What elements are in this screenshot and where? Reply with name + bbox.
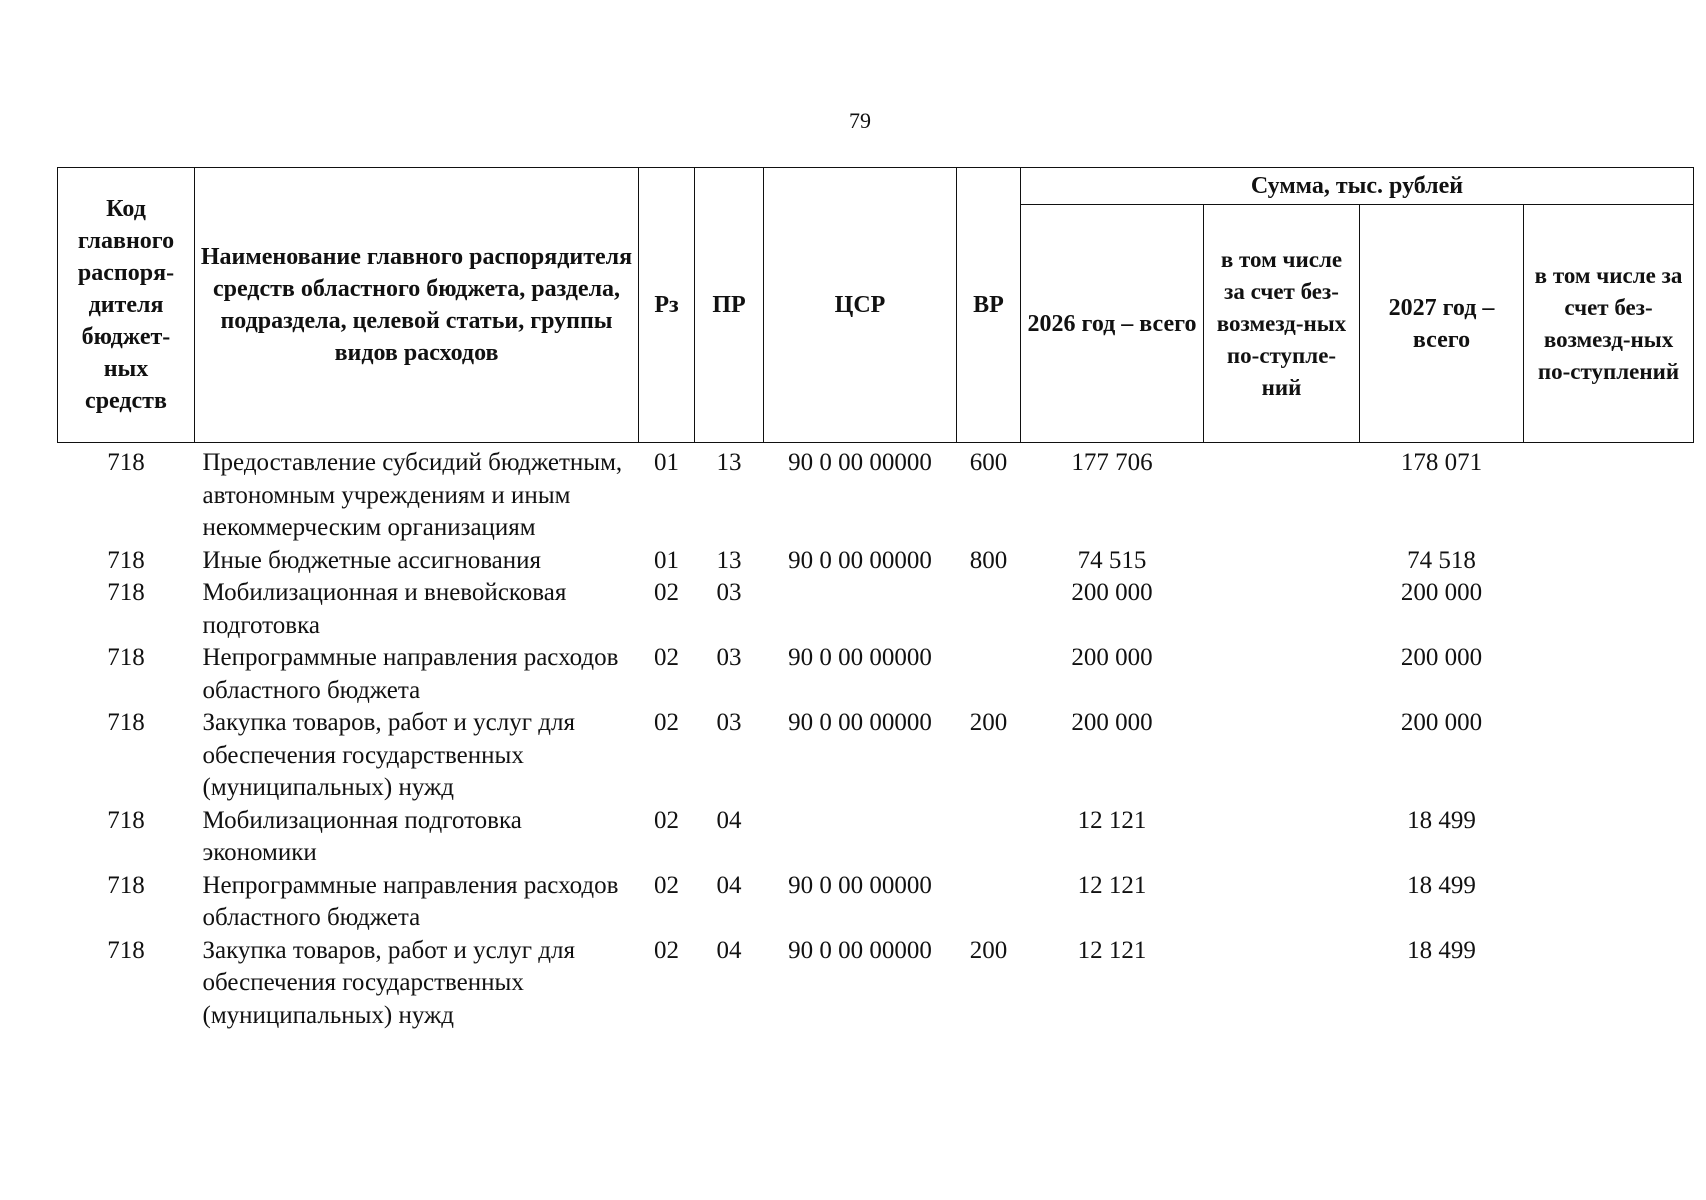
table-row: [58, 805, 1694, 870]
cell-2026-grants: [1204, 545, 1360, 578]
cell-2027-total: 18 499: [1407, 936, 1476, 964]
cell-code: 718: [107, 449, 145, 476]
cell-vr: 600: [969, 449, 1008, 476]
cell-rz: 02: [654, 709, 679, 736]
table-row: [58, 707, 1694, 805]
cell-2026-grants: [1204, 443, 1360, 545]
cell-2027-total: 178 071: [1400, 449, 1483, 476]
cell-vr: [957, 870, 1021, 935]
cell-2027-grants: [1524, 577, 1694, 642]
cell-pr: 13: [716, 449, 742, 476]
cell-2026-grants: [1204, 935, 1360, 1033]
cell-csr: [764, 805, 957, 870]
cell-2027-grants: [1524, 443, 1694, 545]
cell-code: 718: [107, 546, 145, 574]
cell-2026-total: 12 121: [1077, 936, 1147, 964]
cell-2027-grants: [1524, 707, 1694, 805]
cell-code: 718: [107, 579, 145, 606]
cell-2026-grants: [1204, 805, 1360, 870]
cell-2026-grants: [1204, 577, 1360, 642]
cell-code: 718: [107, 644, 145, 671]
cell-code: 718: [107, 709, 145, 736]
cell-vr: [957, 577, 1021, 642]
cell-vr: 200: [969, 936, 1008, 964]
cell-name: Непрограммные направления расходов областного бюджета: [202, 644, 619, 704]
cell-2027-total: 200 000: [1400, 579, 1483, 606]
cell-2027-total: 18 499: [1407, 806, 1476, 834]
cell-code: 718: [107, 936, 145, 964]
cell-csr: 90 0 00 00000: [788, 936, 932, 964]
header-csr: ЦСР: [764, 168, 957, 443]
cell-csr: 90 0 00 00000: [788, 709, 932, 736]
header-code: Код главного распоря-дителя бюджет-ных средств: [58, 168, 195, 443]
cell-csr: 90 0 00 00000: [788, 644, 932, 671]
cell-2027-grants: [1524, 545, 1694, 578]
cell-rz: 02: [654, 579, 679, 606]
cell-pr: 04: [716, 806, 742, 834]
budget-table: [57, 167, 1694, 1032]
cell-2026-grants: [1204, 870, 1360, 935]
cell-code: 718: [107, 806, 145, 834]
cell-2026-total: 200 000: [1071, 579, 1153, 606]
table-row: [58, 935, 1694, 1033]
cell-vr: 800: [969, 546, 1008, 574]
table-header: [58, 168, 1694, 443]
cell-2027-total: 18 499: [1407, 871, 1476, 899]
header-pr: ПР: [695, 168, 764, 443]
cell-name: Мобилизационная подготовка экономики: [202, 806, 522, 866]
cell-2027-grants: [1524, 805, 1694, 870]
cell-rz: 01: [654, 546, 679, 574]
cell-2026-total: 74 515: [1077, 546, 1147, 574]
table-row: [58, 577, 1694, 642]
cell-2027-total: 200 000: [1400, 644, 1483, 671]
header-sum: Сумма, тыс. рублей: [1021, 168, 1694, 205]
header-2027-grants: в том числе за счет без-возмезд-ных по-ступлений: [1524, 205, 1694, 443]
cell-2026-total: 177 706: [1071, 449, 1153, 476]
table-row: [58, 642, 1694, 707]
cell-2026-total: 200 000: [1071, 644, 1153, 671]
cell-pr: 03: [716, 579, 742, 606]
cell-csr: [764, 577, 957, 642]
cell-rz: 01: [654, 449, 679, 476]
header-2027-total: 2027 год – всего: [1360, 205, 1524, 443]
header-vr: ВР: [957, 168, 1021, 443]
cell-rz: 02: [654, 644, 679, 671]
cell-pr: 04: [716, 936, 742, 964]
table-row: [58, 545, 1694, 578]
cell-name: Непрограммные направления расходов областного бюджета: [202, 871, 619, 931]
header-rz: Рз: [639, 168, 695, 443]
cell-csr: 90 0 00 00000: [788, 871, 932, 899]
table-body: [58, 443, 1694, 1033]
cell-2027-grants: [1524, 642, 1694, 707]
cell-pr: 03: [716, 644, 742, 671]
cell-2026-total: 200 000: [1071, 709, 1153, 736]
cell-vr: 200: [969, 709, 1008, 736]
cell-csr: 90 0 00 00000: [788, 546, 932, 574]
cell-rz: 02: [654, 871, 679, 899]
cell-code: 718: [107, 871, 145, 899]
cell-2026-total: 12 121: [1077, 871, 1147, 899]
header-name: Наименование главного распорядителя средств областного бюджета, раздела, подраздела, целевой статьи, группы видов расходов: [195, 168, 639, 443]
cell-2027-grants: [1524, 935, 1694, 1033]
table-row: [58, 443, 1694, 545]
cell-2026-grants: [1204, 707, 1360, 805]
cell-name: Закупка товаров, работ и услуг для обеспечения государственных (муниципальных) нужд: [202, 936, 575, 1029]
cell-2026-total: 12 121: [1077, 806, 1147, 834]
table-row: [58, 870, 1694, 935]
cell-2027-total: 74 518: [1407, 546, 1476, 574]
cell-vr: [957, 805, 1021, 870]
header-2026-grants: в том числе за счет без-возмезд-ных по-ступле-ний: [1204, 205, 1360, 443]
cell-vr: [957, 642, 1021, 707]
cell-2026-grants: [1204, 642, 1360, 707]
cell-pr: 04: [716, 871, 742, 899]
cell-pr: 03: [716, 709, 742, 736]
cell-name: Иные бюджетные ассигнования: [202, 546, 542, 574]
cell-name: Мобилизационная и вневойсковая подготовка: [202, 579, 567, 639]
cell-csr: 90 0 00 00000: [788, 449, 932, 476]
cell-rz: 02: [654, 936, 679, 964]
cell-name: Предоставление субсидий бюджетным, автономным учреждениям и иным некоммерческим организациям: [202, 449, 623, 541]
cell-rz: 02: [654, 806, 679, 834]
header-2026-total: 2026 год – всего: [1021, 205, 1204, 443]
cell-2027-grants: [1524, 870, 1694, 935]
page-number: 79: [849, 108, 871, 133]
cell-2027-total: 200 000: [1400, 709, 1483, 736]
cell-pr: 13: [716, 546, 742, 574]
cell-name: Закупка товаров, работ и услуг для обеспечения государственных (муниципальных) нужд: [202, 709, 575, 801]
